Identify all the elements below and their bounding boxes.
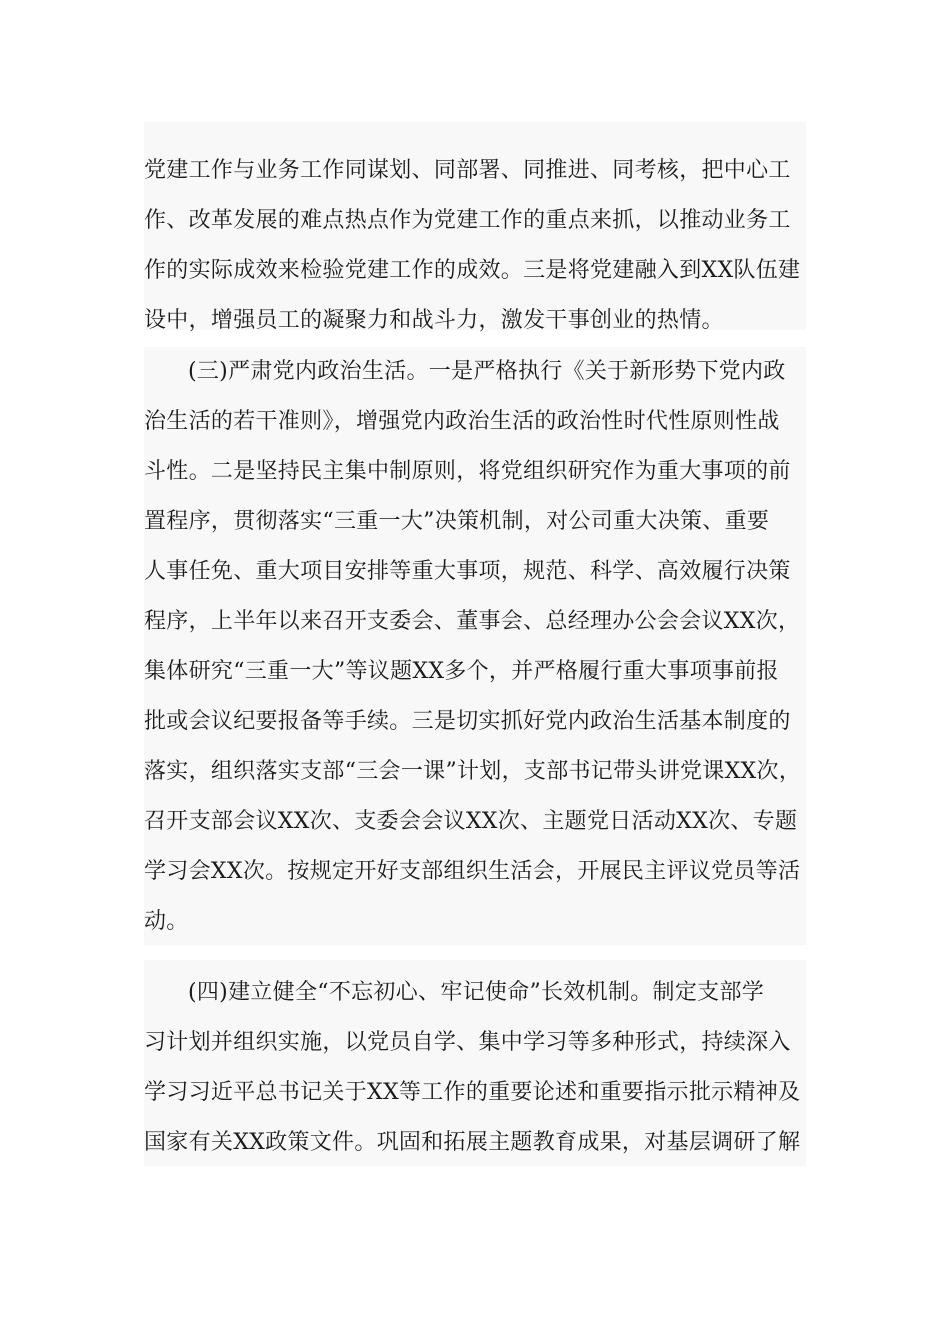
paragraph-continuation: [144, 122, 806, 333]
text-line: 治生活的若干准则》，增强党内政治生活的政治性时代性原则性战: [144, 409, 780, 434]
text-line: 程序，上半年以来召开支委会、董事会、总经理办公会会议XX次，: [144, 609, 801, 634]
text-line: 学习会XX次。按规定开好支部组织生活会，开展民主评议党员等活: [144, 859, 801, 884]
text-line: 作、改革发展的难点热点作为党建工作的重点来抓，以推动业务工: [144, 208, 791, 233]
text-line: 置程序，贯彻落实“三重一大”决策机制，对公司重大决策、重要: [144, 509, 770, 534]
text-line: 学习习近平总书记关于XX等工作的重要论述和重要指示批示精神及: [144, 1080, 801, 1105]
text-line: 党建工作与业务工作同谋划、同部署、同推进、同考核，把中心工: [144, 158, 791, 183]
text-line: (四)建立健全“不忘初心、牢记使命”长效机制。制定支部学: [188, 980, 765, 1005]
text-line: 设中，增强员工的凝聚力和战斗力，激发干事创业的热情。: [144, 308, 724, 333]
text-line: 习计划并组织实施，以党员自学、集中学习等多种形式，持续深入: [144, 1030, 791, 1055]
text-line: (三)严肃党内政治生活。一是严格执行《关于新形势下党内政: [188, 359, 786, 384]
paragraph-section-3: [144, 347, 806, 945]
paragraph-section-4: [144, 960, 806, 1166]
text-line: 批或会议纪要报备等手续。三是切实抓好党内政治生活基本制度的: [144, 709, 791, 734]
text-line: 人事任免、重大项目安排等重大事项，规范、科学、高效履行决策: [144, 559, 791, 584]
text-line: 动。: [144, 909, 189, 934]
text-line: 召开支部会议XX次、支委会会议XX次、主题党日活动XX次、专题: [144, 809, 798, 834]
text-line: 集体研究“三重一大”等议题XX多个，并严格履行重大事项事前报: [144, 659, 779, 684]
text-line: 落实，组织落实支部“三会一课”计划，支部书记带头讲党课XX次，: [144, 759, 802, 784]
text-line: 作的实际成效来检验党建工作的成效。三是将党建融入到XX队伍建: [144, 258, 801, 283]
text-line: 国家有关XX政策文件。巩固和拓展主题教育成果，对基层调研了解: [144, 1130, 801, 1155]
text-line: 斗性。二是坚持民主集中制原则，将党组织研究作为重大事项的前: [144, 459, 791, 484]
